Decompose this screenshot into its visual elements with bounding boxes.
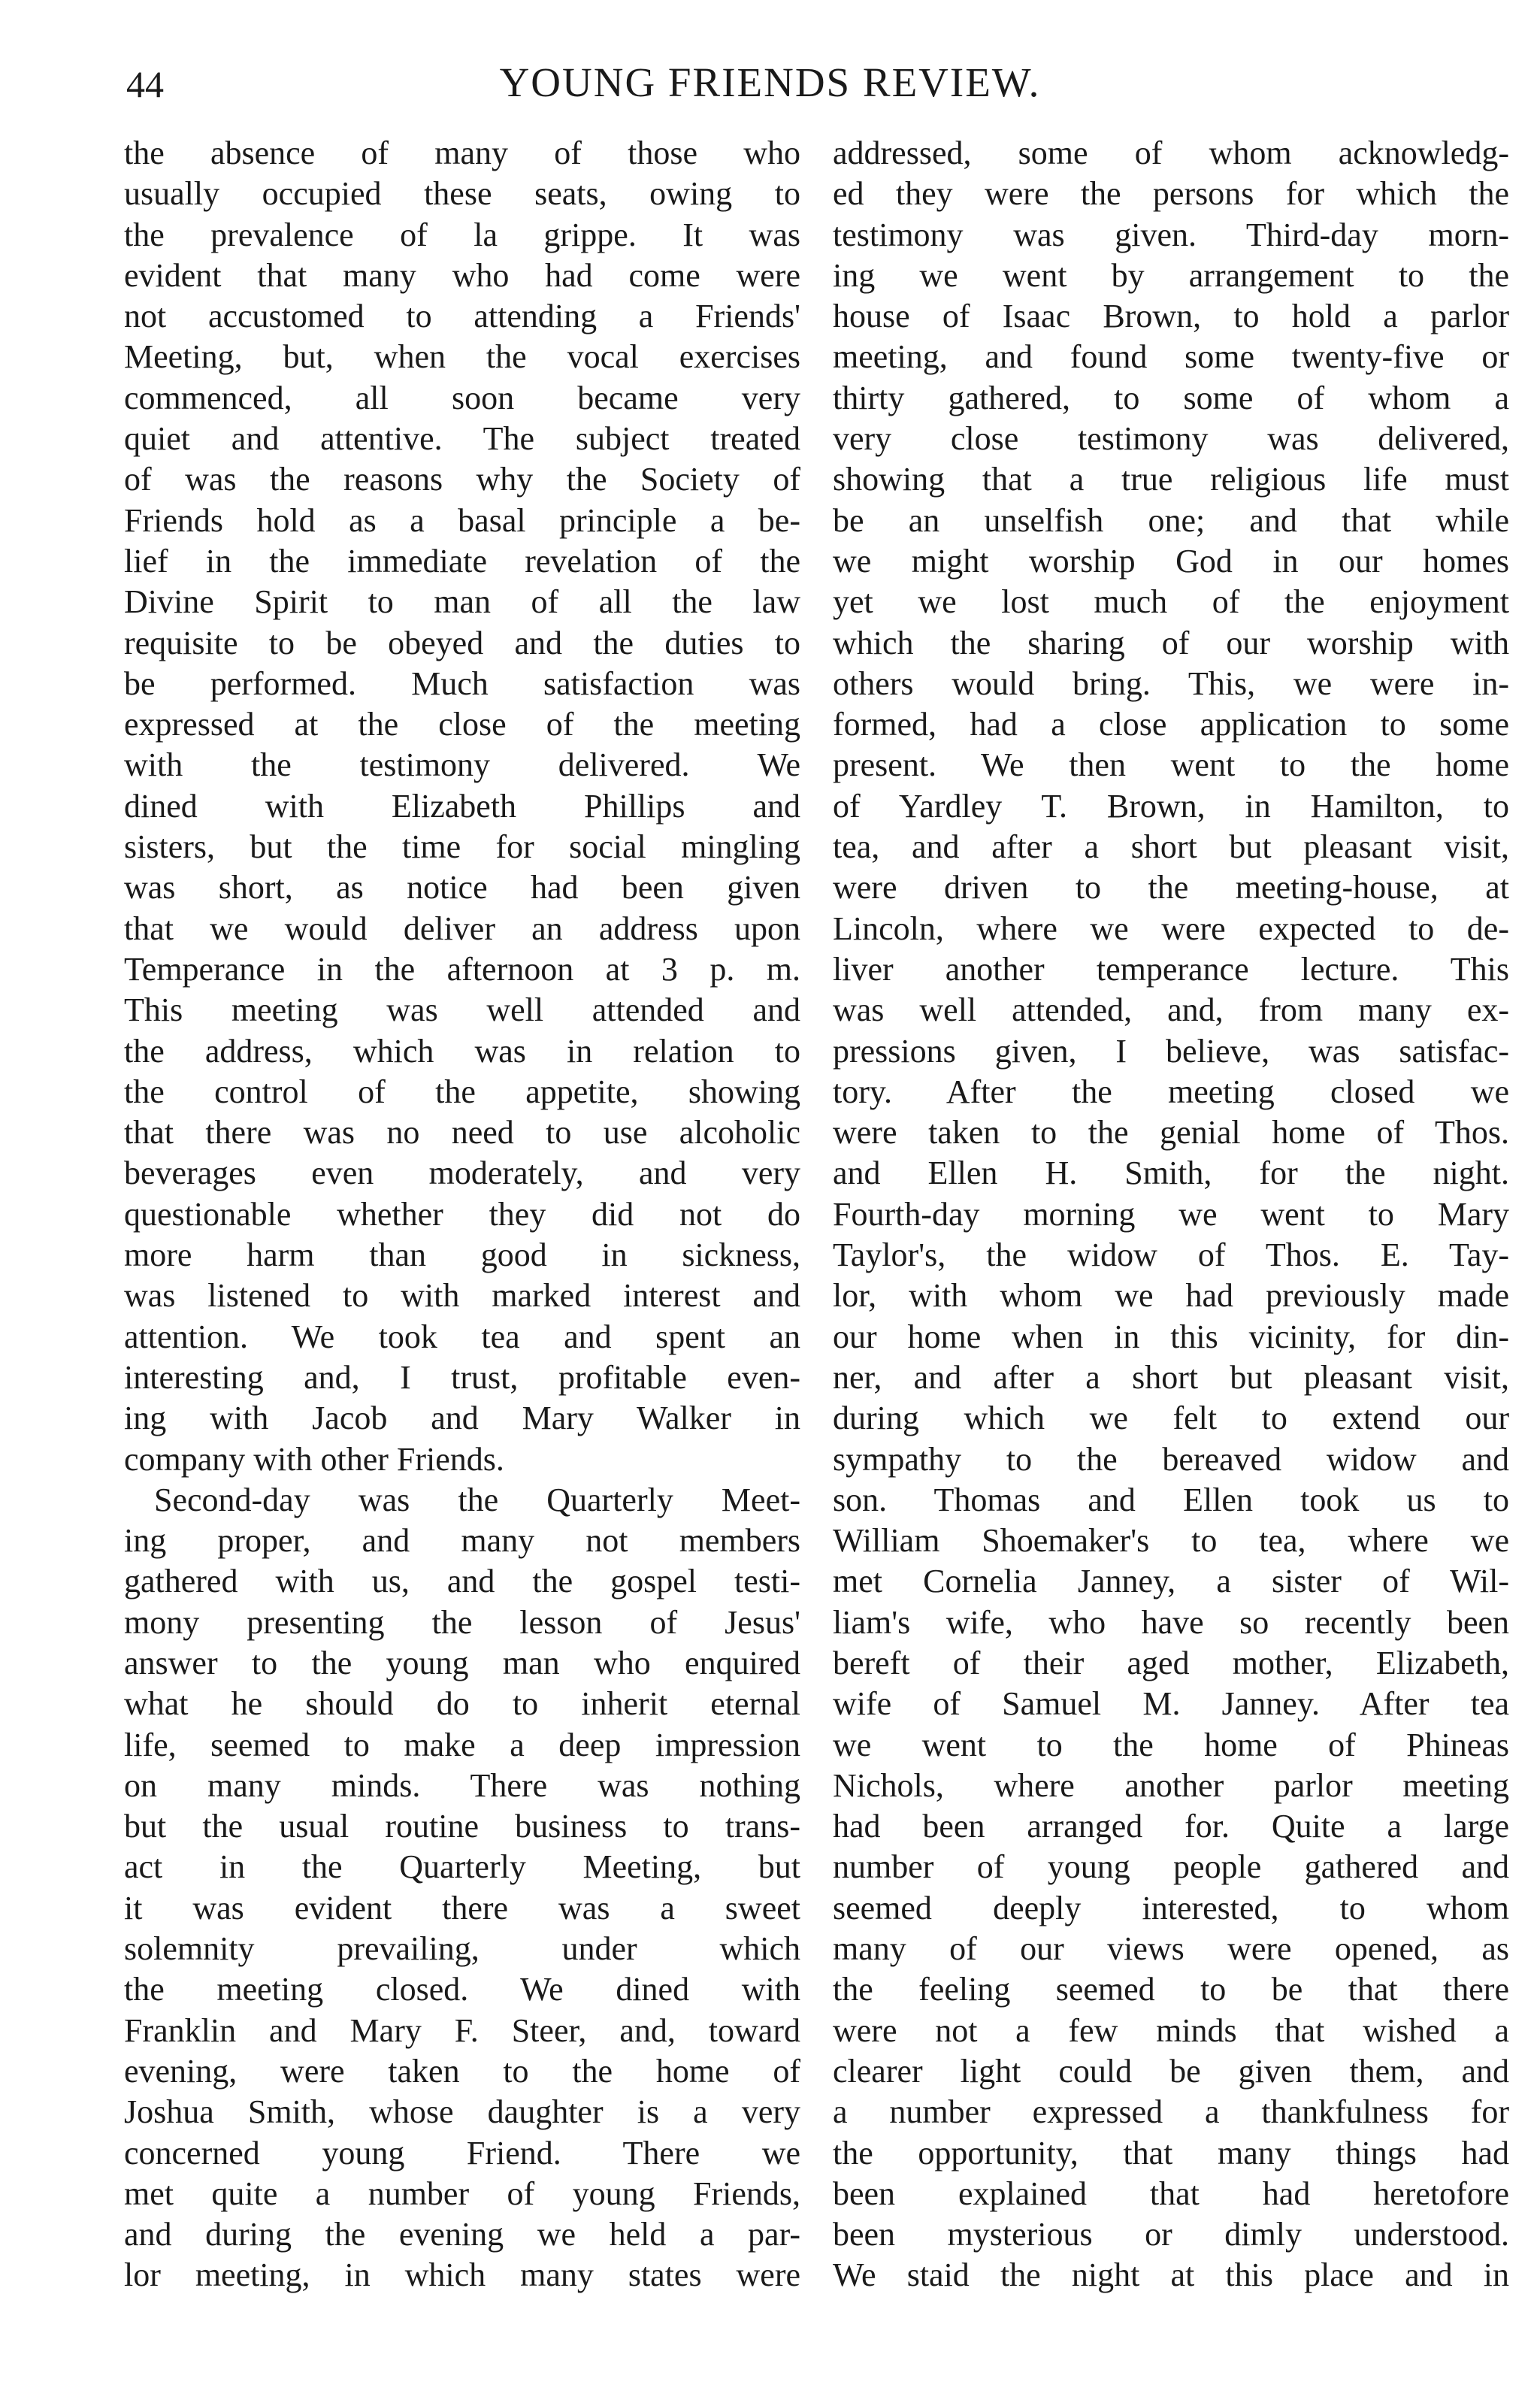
text-line: Temperance in the afternoon at 3 p. m. xyxy=(124,950,800,988)
text-line: Meeting, but, when the vocal exercises xyxy=(124,338,800,376)
text-line: were driven to the meeting-house, at xyxy=(833,869,1509,906)
text-line: ing with Jacob and Mary Walker in xyxy=(124,1400,800,1437)
text-line: others would bring. This, we were in- xyxy=(833,664,1509,702)
text-line: very close testimony was delivered, xyxy=(833,420,1509,458)
text-line: Nichols, where another parlor meeting xyxy=(833,1766,1509,1804)
text-line: Fourth-day morning we went to Mary xyxy=(833,1195,1509,1233)
text-line: questionable whether they did not do xyxy=(124,1195,800,1233)
text-line: Lincoln, where we were expected to de- xyxy=(833,909,1509,947)
text-line: but the usual routine business to trans- xyxy=(124,1808,800,1845)
text-line: Divine Spirit to man of all the law xyxy=(124,583,800,621)
text-line: a number expressed a thankfulness for xyxy=(833,2093,1509,2131)
text-line: beverages even moderately, and very xyxy=(124,1155,800,1192)
text-line: pressions given, I believe, was satisfac- xyxy=(833,1032,1509,1070)
text-line: not accustomed to attending a Friends' xyxy=(124,298,800,335)
text-line: number of young people gathered and xyxy=(833,1848,1509,1886)
text-line: sisters, but the time for social mingling xyxy=(124,828,800,866)
text-line: that we would deliver an address upon xyxy=(124,909,800,947)
text-line: the opportunity, that many things had xyxy=(833,2134,1509,2172)
text-line: were not a few minds that wished a xyxy=(833,2011,1509,2049)
text-line: concerned young Friend. There we xyxy=(124,2134,800,2172)
text-line: be an unselfish one; and that while xyxy=(833,501,1509,539)
text-line: ing we went by arrangement to the xyxy=(833,256,1509,294)
text-line: thirty gathered, to some of whom a xyxy=(833,379,1509,416)
text-line: lief in the immediate revelation of the xyxy=(124,542,800,580)
text-line: act in the Quarterly Meeting, but xyxy=(124,1848,800,1886)
text-line: We staid the night at this place and in xyxy=(833,2256,1509,2294)
text-line: and during the evening we held a par- xyxy=(124,2216,800,2253)
text-line: the feeling seemed to be that there xyxy=(833,1971,1509,2008)
text-line: mony presenting the lesson of Jesus' xyxy=(124,1603,800,1641)
text-line: what he should do to inherit eternal xyxy=(124,1685,800,1723)
text-line: tea, and after a short but pleasant visit, xyxy=(833,828,1509,866)
text-line: evening, were taken to the home of xyxy=(124,2052,800,2090)
text-line: quiet and attentive. The subject treated xyxy=(124,420,800,458)
text-line: had been arranged for. Quite a large xyxy=(833,1808,1509,1845)
left-column xyxy=(124,133,800,2296)
text-line: answer to the young man who enquired xyxy=(124,1644,800,1681)
running-title: YOUNG FRIENDS REVIEW. xyxy=(499,59,1041,105)
text-line: showing that a true religious life must xyxy=(833,461,1509,498)
text-line: meeting, and found some twenty-five or xyxy=(833,338,1509,376)
text-line: ing proper, and many not members xyxy=(124,1522,800,1560)
text-line: tory. After the meeting closed we xyxy=(833,1073,1509,1110)
text-line: be performed. Much satisfaction was xyxy=(124,664,800,702)
text-line: gathered with us, and the gospel testi- xyxy=(124,1563,800,1600)
text-line: and Ellen H. Smith, for the night. xyxy=(833,1155,1509,1192)
text-line: This meeting was well attended and xyxy=(124,991,800,1029)
text-line: Taylor's, the widow of Thos. E. Tay- xyxy=(833,1236,1509,1274)
text-line: more harm than good in sickness, xyxy=(124,1236,800,1274)
text-line: the absence of many of those who xyxy=(124,135,800,171)
text-line: requisite to be obeyed and the duties to xyxy=(124,624,800,661)
text-line: met Cornelia Janney, a sister of Wil- xyxy=(833,1563,1509,1600)
text-line: of was the reasons why the Society of xyxy=(124,461,800,498)
text-line: testimony was given. Third-day morn- xyxy=(833,216,1509,253)
text-line: the meeting closed. We dined with xyxy=(124,1971,800,2008)
text-line: company with other Friends. xyxy=(124,1440,504,1478)
text-line: we went to the home of Phineas xyxy=(833,1726,1509,1763)
text-line: clearer light could be given them, and xyxy=(833,2052,1509,2090)
text-line: the address, which was in relation to xyxy=(124,1032,800,1070)
text-line: lor meeting, in which many states were xyxy=(124,2256,800,2294)
text-line: been explained that had heretofore xyxy=(833,2175,1509,2212)
text-line: during which we felt to extend our xyxy=(833,1400,1509,1437)
text-line: usually occupied these seats, owing to xyxy=(124,175,800,213)
text-line: was listened to with marked interest and xyxy=(124,1277,800,1315)
text-line: the control of the appetite, showing xyxy=(124,1073,800,1110)
text-line: many of our views were opened, as xyxy=(833,1930,1509,1968)
text-line: were taken to the genial home of Thos. xyxy=(833,1114,1509,1152)
text-line: on many minds. There was nothing xyxy=(124,1766,800,1804)
text-line: the prevalence of la grippe. It was xyxy=(124,216,800,253)
text-line: attention. We took tea and spent an xyxy=(124,1318,800,1355)
text-line: Second-day was the Quarterly Meet- xyxy=(154,1481,800,1518)
text-line: was short, as notice had been given xyxy=(124,869,800,906)
text-line: was well attended, and, from many ex- xyxy=(833,991,1509,1029)
text-line: liver another temperance lecture. This xyxy=(833,950,1509,988)
text-line: been mysterious or dimly understood. xyxy=(833,2216,1509,2253)
text-line: evident that many who had come were xyxy=(124,256,800,294)
text-line: liam's wife, who have so recently been xyxy=(833,1603,1509,1641)
text-line: William Shoemaker's to tea, where we xyxy=(833,1522,1509,1560)
text-line: yet we lost much of the enjoyment xyxy=(833,583,1509,621)
text-line: ed they were the persons for which the xyxy=(833,175,1509,213)
text-line: life, seemed to make a deep impression xyxy=(124,1726,800,1763)
text-line: we might worship God in our homes xyxy=(833,542,1509,580)
text-line: it was evident there was a sweet xyxy=(124,1889,800,1926)
text-line: dined with Elizabeth Phillips and xyxy=(124,787,800,825)
page-number: 44 xyxy=(126,63,164,105)
text-line: our home when in this vicinity, for din- xyxy=(833,1318,1509,1355)
text-line: sympathy to the bereaved widow and xyxy=(833,1440,1509,1478)
text-line: Friends hold as a basal principle a be- xyxy=(124,501,800,539)
text-line: wife of Samuel M. Janney. After tea xyxy=(833,1685,1509,1723)
right-column xyxy=(833,133,1509,2296)
text-line: son. Thomas and Ellen took us to xyxy=(833,1481,1509,1518)
text-line: seemed deeply interested, to whom xyxy=(833,1889,1509,1926)
text-line: addressed, some of whom acknowledg- xyxy=(833,135,1509,171)
text-line: present. We then went to the home xyxy=(833,746,1509,784)
text-line: expressed at the close of the meeting xyxy=(124,706,800,743)
text-line: Joshua Smith, whose daughter is a very xyxy=(124,2093,800,2131)
text-line: formed, had a close application to some xyxy=(833,706,1509,743)
text-line: of Yardley T. Brown, in Hamilton, to xyxy=(833,787,1509,825)
text-line: met quite a number of young Friends, xyxy=(124,2175,800,2212)
text-line: bereft of their aged mother, Elizabeth, xyxy=(833,1644,1509,1681)
text-line: with the testimony delivered. We xyxy=(124,746,800,784)
text-line: interesting and, I trust, profitable even- xyxy=(124,1358,800,1396)
text-line: solemnity prevailing, under which xyxy=(124,1930,800,1968)
text-line: Franklin and Mary F. Steer, and, toward xyxy=(124,2011,800,2049)
text-line: ner, and after a short but pleasant visit, xyxy=(833,1358,1509,1396)
text-line: house of Isaac Brown, to hold a parlor xyxy=(833,298,1509,335)
text-line: which the sharing of our worship with xyxy=(833,624,1509,661)
text-line: lor, with whom we had previously made xyxy=(833,1277,1509,1315)
text-line: that there was no need to use alcoholic xyxy=(124,1114,800,1152)
text-line: commenced, all soon became very xyxy=(124,379,800,416)
